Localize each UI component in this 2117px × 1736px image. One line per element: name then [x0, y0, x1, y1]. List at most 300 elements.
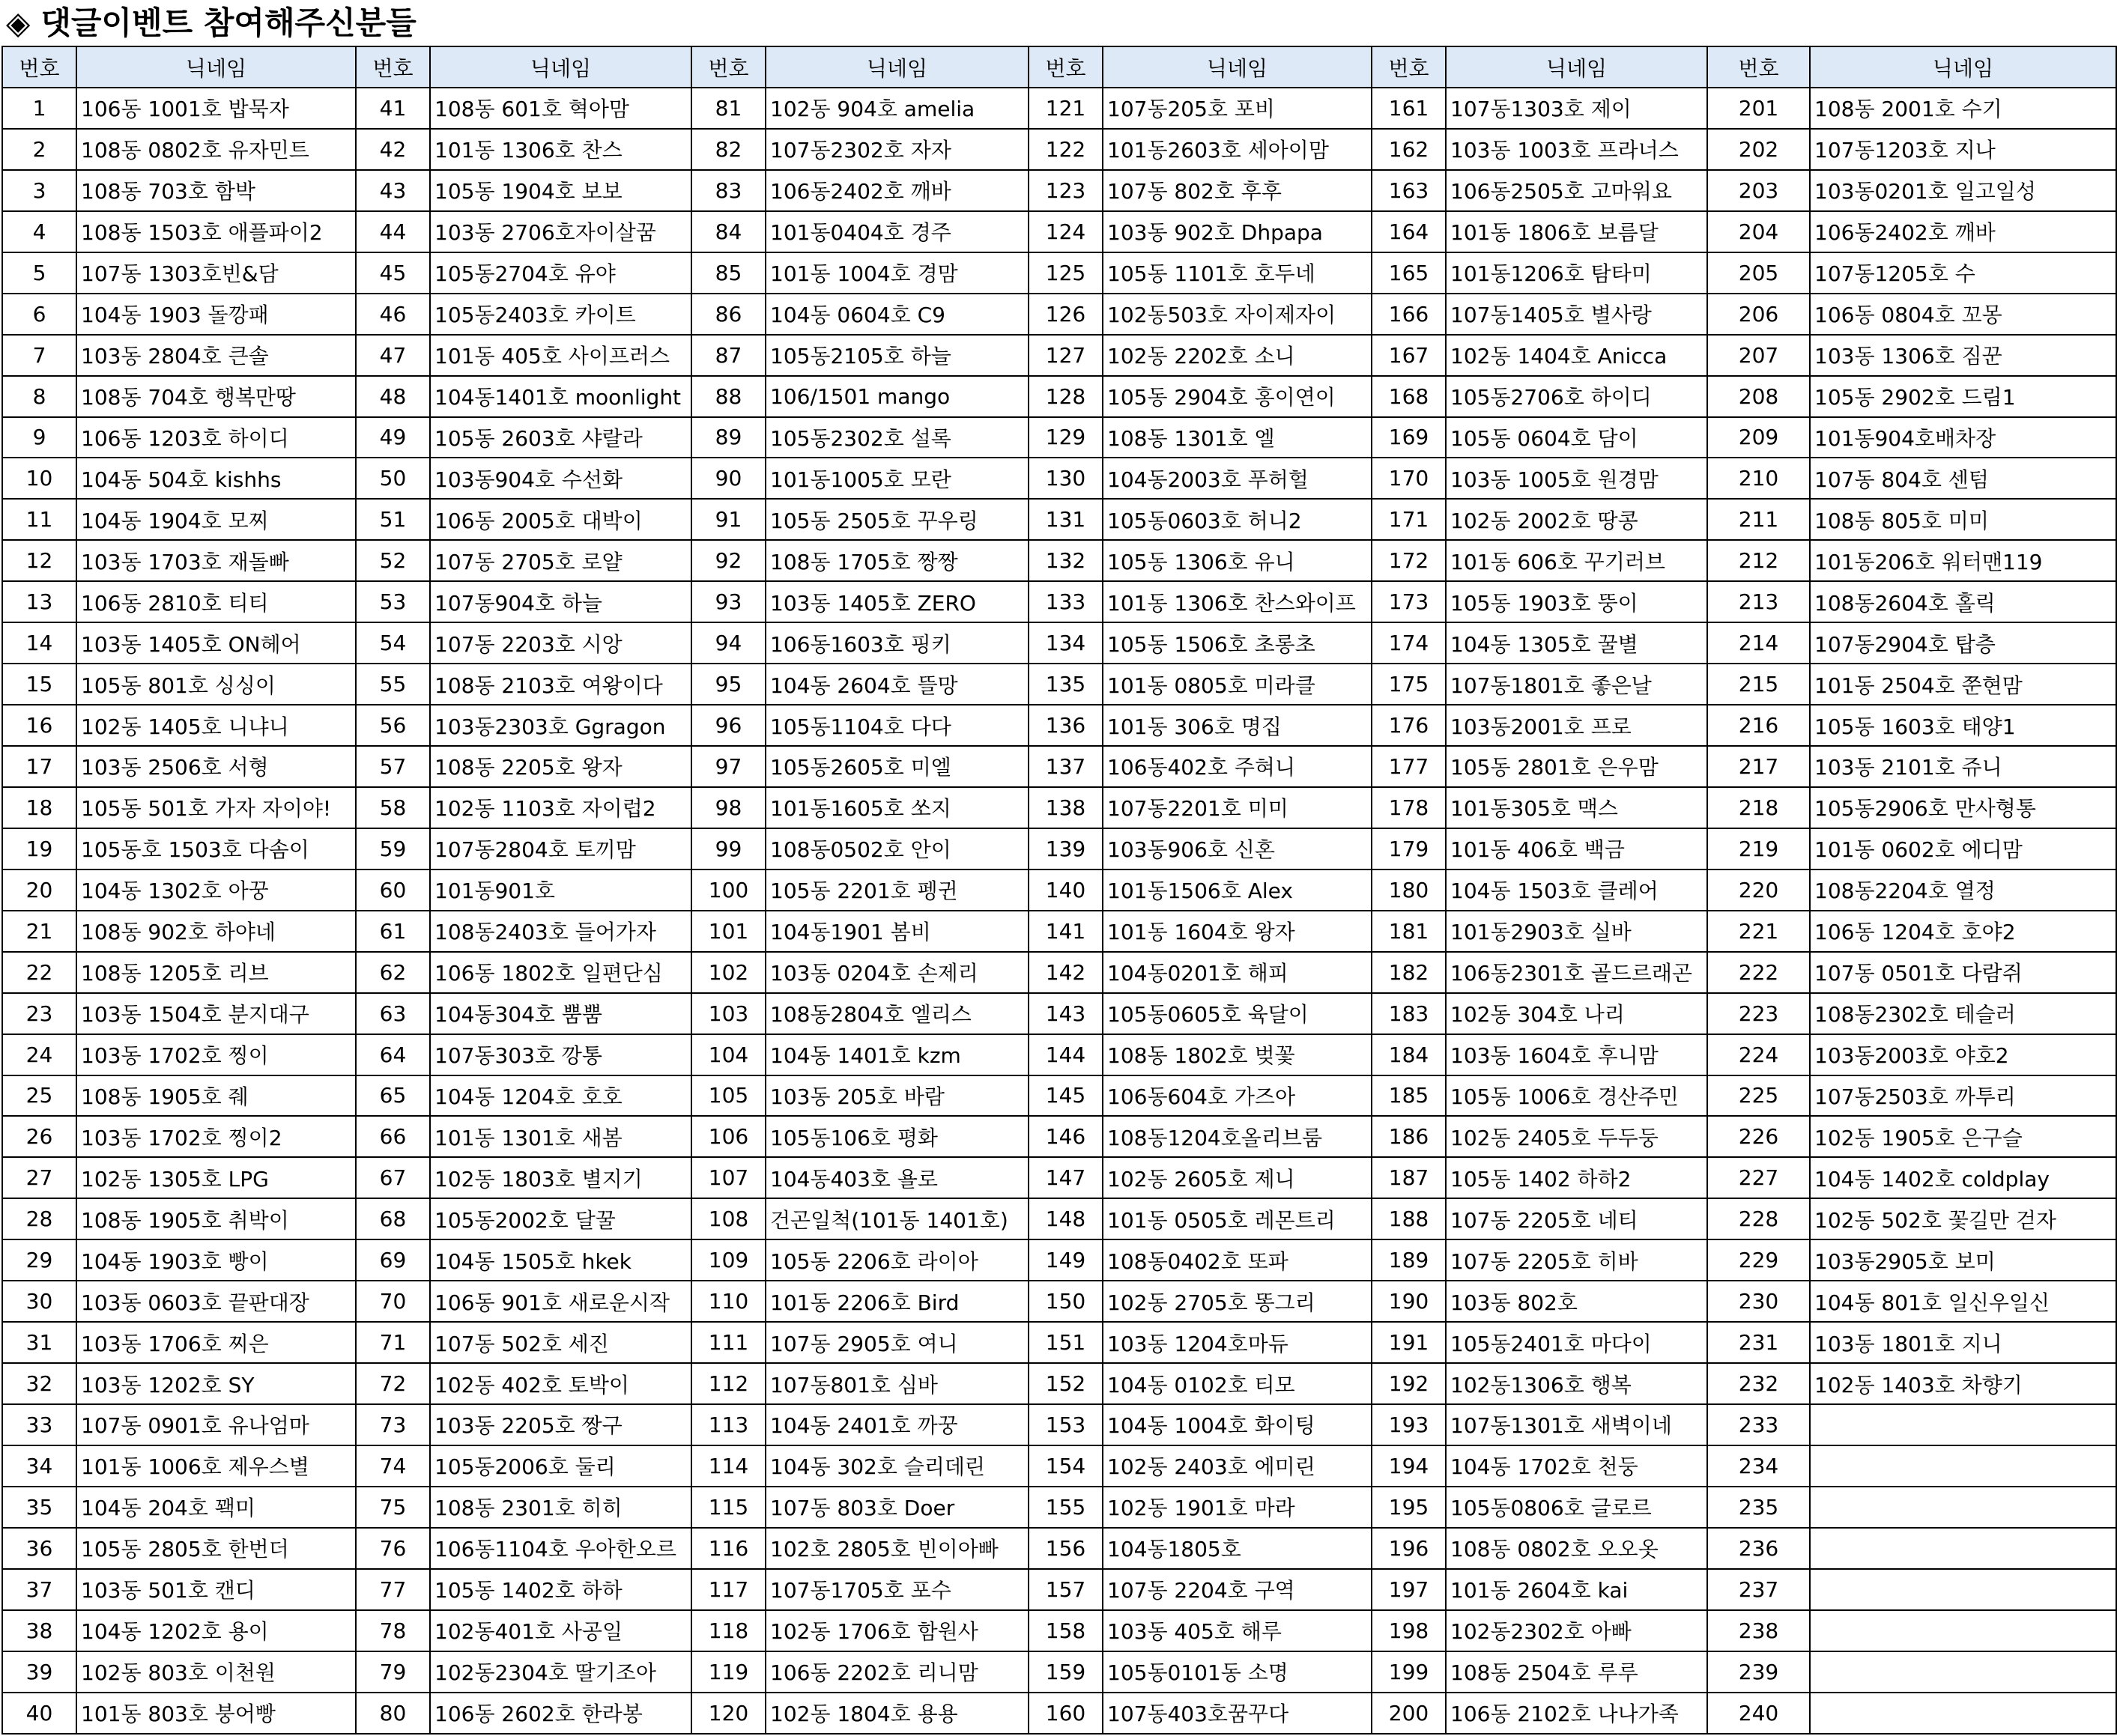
number-cell: 78	[356, 1610, 430, 1651]
number-cell: 176	[1372, 705, 1446, 746]
number-cell: 64	[356, 1034, 430, 1075]
nickname-cell: 101동1005호 모란	[766, 458, 1029, 499]
table-row	[2, 1569, 2116, 1610]
nickname-cell: 104동1901 봄비	[766, 911, 1029, 952]
number-cell: 69	[356, 1239, 430, 1281]
nickname-cell: 107동1705호 포수	[766, 1569, 1029, 1610]
number-cell: 96	[691, 705, 766, 746]
number-cell: 68	[356, 1198, 430, 1239]
nickname-cell: 103동 2506호 서형	[76, 746, 356, 787]
nickname-cell: 103동 1706호 찌은	[76, 1322, 356, 1363]
nickname-cell: 105동 2902호 드림1	[1810, 376, 2116, 417]
nickname-cell: 108동1204호올리브룸	[1103, 1116, 1372, 1157]
number-cell: 123	[1029, 170, 1103, 211]
number-cell: 30	[2, 1281, 76, 1322]
table-row	[2, 581, 2116, 622]
nickname-cell: 107동2804호 토끼맘	[430, 828, 691, 869]
header-nickname: 닉네임	[76, 46, 356, 88]
nickname-cell: 103동 2706호자이살꿈	[430, 211, 691, 252]
number-cell: 26	[2, 1116, 76, 1157]
number-cell: 136	[1029, 705, 1103, 746]
number-cell: 128	[1029, 376, 1103, 417]
number-cell: 9	[2, 417, 76, 458]
number-cell: 117	[691, 1569, 766, 1610]
nickname-cell: 106동1603호 핑키	[766, 622, 1029, 664]
table-row	[2, 705, 2116, 746]
nickname-cell	[1810, 1445, 2116, 1487]
number-cell: 167	[1372, 335, 1446, 376]
number-cell: 227	[1707, 1157, 1810, 1198]
nickname-cell: 106/1501 mango	[766, 376, 1029, 417]
number-cell: 137	[1029, 746, 1103, 787]
table-row	[2, 170, 2116, 211]
nickname-cell: 103동 1202호 SY	[76, 1363, 356, 1404]
number-cell: 44	[356, 211, 430, 252]
nickname-cell: 101동 1604호 왕자	[1103, 911, 1372, 952]
number-cell: 157	[1029, 1569, 1103, 1610]
number-cell: 197	[1372, 1569, 1446, 1610]
nickname-cell: 102호 2805호 빈이아빠	[766, 1528, 1029, 1569]
number-cell: 149	[1029, 1239, 1103, 1281]
number-cell: 224	[1707, 1034, 1810, 1075]
nickname-cell: 107동 2203호 시앙	[430, 622, 691, 664]
number-cell: 45	[356, 252, 430, 294]
nickname-cell: 103동2001호 프로	[1446, 705, 1707, 746]
nickname-cell: 108동0502호 안이	[766, 828, 1029, 869]
table-row	[2, 376, 2116, 417]
number-cell: 201	[1707, 88, 1810, 129]
nickname-cell: 101동 1306호 찬스와이프	[1103, 581, 1372, 622]
nickname-cell: 108동 1905호 줴	[76, 1075, 356, 1117]
number-cell: 119	[691, 1651, 766, 1693]
nickname-cell: 105동2006호 둘리	[430, 1445, 691, 1487]
number-cell: 169	[1372, 417, 1446, 458]
number-cell: 29	[2, 1239, 76, 1281]
nickname-cell: 103동 1504호 분지대구	[76, 993, 356, 1034]
number-cell: 16	[2, 705, 76, 746]
nickname-cell: 106동604호 가즈아	[1103, 1075, 1372, 1117]
number-cell: 208	[1707, 376, 1810, 417]
nickname-cell: 104동 1503호 클레어	[1446, 869, 1707, 911]
nickname-cell: 108동 1503호 애플파이2	[76, 211, 356, 252]
number-cell: 66	[356, 1116, 430, 1157]
number-cell: 61	[356, 911, 430, 952]
nickname-cell: 103동2303호 Ggragon	[430, 705, 691, 746]
number-cell: 108	[691, 1198, 766, 1239]
nickname-cell: 104동 0102호 티모	[1103, 1363, 1372, 1404]
nickname-cell: 107동904호 하늘	[430, 581, 691, 622]
number-cell: 47	[356, 335, 430, 376]
nickname-cell: 101동 0505호 레몬트리	[1103, 1198, 1372, 1239]
nickname-cell: 107동303호 깡통	[430, 1034, 691, 1075]
nickname-cell: 108동 1905호 취박이	[76, 1198, 356, 1239]
number-cell: 12	[2, 540, 76, 581]
number-cell: 163	[1372, 170, 1446, 211]
number-cell: 151	[1029, 1322, 1103, 1363]
nickname-cell: 107동 804호 센텀	[1810, 458, 2116, 499]
nickname-cell: 104동 1702호 천둥	[1446, 1445, 1707, 1487]
nickname-cell: 103동 0204호 손제리	[766, 952, 1029, 993]
page-title	[6, 1, 417, 45]
number-cell: 5	[2, 252, 76, 294]
nickname-cell: 104동 1402호 coldplay	[1810, 1157, 2116, 1198]
header-nickname: 닉네임	[1103, 46, 1372, 88]
number-cell: 93	[691, 581, 766, 622]
nickname-cell: 107동1303호 제이	[1446, 88, 1707, 129]
nickname-cell: 105동 1306호 유니	[1103, 540, 1372, 581]
table-row	[2, 911, 2116, 952]
number-cell: 172	[1372, 540, 1446, 581]
nickname-cell: 101동 1301호 새봄	[430, 1116, 691, 1157]
number-cell: 102	[691, 952, 766, 993]
number-cell: 98	[691, 787, 766, 828]
nickname-cell: 107동 0501호 다람쥐	[1810, 952, 2116, 993]
nickname-cell: 105동2906호 만사형통	[1810, 787, 2116, 828]
nickname-cell: 104동 1903 돌깡패	[76, 294, 356, 335]
number-cell: 105	[691, 1075, 766, 1117]
number-cell: 223	[1707, 993, 1810, 1034]
nickname-cell: 108동 1205호 리브	[76, 952, 356, 993]
number-cell: 86	[691, 294, 766, 335]
number-cell: 213	[1707, 581, 1810, 622]
number-cell: 22	[2, 952, 76, 993]
number-cell: 181	[1372, 911, 1446, 952]
nickname-cell: 107동 2205호 네티	[1446, 1198, 1707, 1239]
nickname-cell: 105동 1904호 보보	[430, 170, 691, 211]
nickname-cell: 103동 2804호 큰솔	[76, 335, 356, 376]
number-cell: 57	[356, 746, 430, 787]
nickname-cell: 102동 2605호 제니	[1103, 1157, 1372, 1198]
number-cell: 205	[1707, 252, 1810, 294]
number-cell: 34	[2, 1445, 76, 1487]
nickname-cell: 104동 1204호 호호	[430, 1075, 691, 1117]
nickname-cell: 102동 2705호 똥그리	[1103, 1281, 1372, 1322]
nickname-cell: 101동1506호 Alex	[1103, 869, 1372, 911]
number-cell: 219	[1707, 828, 1810, 869]
number-cell: 91	[691, 499, 766, 540]
nickname-cell	[1810, 1528, 2116, 1569]
nickname-cell: 102동 1405호 니냐니	[76, 705, 356, 746]
nickname-cell: 105동 2801호 은우맘	[1446, 746, 1707, 787]
number-cell: 159	[1029, 1651, 1103, 1693]
number-cell: 171	[1372, 499, 1446, 540]
nickname-cell: 102동 1706호 함원사	[766, 1610, 1029, 1651]
table-row	[2, 1075, 2116, 1117]
nickname-cell: 107동2904호 탑층	[1810, 622, 2116, 664]
page-title-text: 댓글이벤트 참여해주신분들	[40, 4, 417, 41]
nickname-cell: 101동0404호 경주	[766, 211, 1029, 252]
number-cell: 142	[1029, 952, 1103, 993]
nickname-cell: 107동2302호 자자	[766, 129, 1029, 170]
number-cell: 52	[356, 540, 430, 581]
nickname-cell: 104동 302호 슬리데린	[766, 1445, 1029, 1487]
number-cell: 59	[356, 828, 430, 869]
nickname-cell	[1810, 1610, 2116, 1651]
nickname-cell: 103동 501호 캔디	[76, 1569, 356, 1610]
number-cell: 58	[356, 787, 430, 828]
table-row	[2, 294, 2116, 335]
header-nickname: 닉네임	[430, 46, 691, 88]
number-cell: 228	[1707, 1198, 1810, 1239]
number-cell: 190	[1372, 1281, 1446, 1322]
nickname-cell: 105동 2505호 꾸우링	[766, 499, 1029, 540]
nickname-cell: 101동 803호 붕어빵	[76, 1693, 356, 1734]
number-cell: 148	[1029, 1198, 1103, 1239]
nickname-cell: 101동 0805호 미라클	[1103, 664, 1372, 705]
nickname-cell: 106동 2810호 티티	[76, 581, 356, 622]
number-cell: 234	[1707, 1445, 1810, 1487]
table-row	[2, 622, 2116, 664]
number-cell: 192	[1372, 1363, 1446, 1404]
number-cell: 36	[2, 1528, 76, 1569]
nickname-cell: 108동 0802호 유자민트	[76, 129, 356, 170]
nickname-cell: 105동 1402호 하하	[430, 1569, 691, 1610]
number-cell: 130	[1029, 458, 1103, 499]
number-cell: 38	[2, 1610, 76, 1651]
nickname-cell: 101동 606호 꾸기러브	[1446, 540, 1707, 581]
nickname-cell: 105동 1402 하하2	[1446, 1157, 1707, 1198]
number-cell: 49	[356, 417, 430, 458]
nickname-cell	[1810, 1693, 2116, 1734]
nickname-cell: 106동 1802호 일편단심	[430, 952, 691, 993]
number-cell: 28	[2, 1198, 76, 1239]
nickname-cell: 102동 1103호 자이럽2	[430, 787, 691, 828]
nickname-cell: 104동1805호	[1103, 1528, 1372, 1569]
number-cell: 48	[356, 376, 430, 417]
nickname-cell: 101동305호 맥스	[1446, 787, 1707, 828]
number-cell: 75	[356, 1487, 430, 1528]
nickname-cell: 102동 1901호 마라	[1103, 1487, 1372, 1528]
diamond-icon: ◈	[6, 4, 31, 41]
number-cell: 97	[691, 746, 766, 787]
nickname-cell: 103동 1702호 찡이	[76, 1034, 356, 1075]
number-cell: 6	[2, 294, 76, 335]
nickname-cell: 104동1401호 moonlight	[430, 376, 691, 417]
nickname-cell: 105동 1603호 태양1	[1810, 705, 2116, 746]
nickname-cell: 103동 902호 Dhpapa	[1103, 211, 1372, 252]
number-cell: 90	[691, 458, 766, 499]
nickname-cell: 102동 1403호 차향기	[1810, 1363, 2116, 1404]
number-cell: 76	[356, 1528, 430, 1569]
nickname-cell: 103동2905호 보미	[1810, 1239, 2116, 1281]
nickname-cell: 103동 1306호 짐꾼	[1810, 335, 2116, 376]
number-cell: 53	[356, 581, 430, 622]
number-cell: 147	[1029, 1157, 1103, 1198]
nickname-cell: 107동403호꿈꾸다	[1103, 1693, 1372, 1734]
number-cell: 199	[1372, 1651, 1446, 1693]
number-cell: 166	[1372, 294, 1446, 335]
nickname-cell: 101동 0602호 에디맘	[1810, 828, 2116, 869]
nickname-cell: 106동2505호 고마워요	[1446, 170, 1707, 211]
nickname-cell: 101동 1806호 보름달	[1446, 211, 1707, 252]
number-cell: 116	[691, 1528, 766, 1569]
nickname-cell: 106동 2602호 한라봉	[430, 1693, 691, 1734]
number-cell: 233	[1707, 1404, 1810, 1445]
number-cell: 209	[1707, 417, 1810, 458]
nickname-cell: 101동 406호 백금	[1446, 828, 1707, 869]
nickname-cell: 108동 2205호 왕자	[430, 746, 691, 787]
number-cell: 118	[691, 1610, 766, 1651]
nickname-cell: 102동401호 사공일	[430, 1610, 691, 1651]
number-cell: 50	[356, 458, 430, 499]
nickname-cell: 107동 802호 후후	[1103, 170, 1372, 211]
number-cell: 115	[691, 1487, 766, 1528]
number-cell: 217	[1707, 746, 1810, 787]
nickname-cell: 101동 2504호 쭌현맘	[1810, 664, 2116, 705]
nickname-cell: 102동 2403호 에미린	[1103, 1445, 1372, 1487]
table-row	[2, 664, 2116, 705]
nickname-cell: 108동 2001호 수기	[1810, 88, 2116, 129]
nickname-cell: 107동 502호 세진	[430, 1322, 691, 1363]
number-cell: 184	[1372, 1034, 1446, 1075]
nickname-cell: 104동 504호 kishhs	[76, 458, 356, 499]
nickname-cell: 104동 1401호 kzm	[766, 1034, 1029, 1075]
number-cell: 83	[691, 170, 766, 211]
nickname-cell	[1810, 1404, 2116, 1445]
number-cell: 106	[691, 1116, 766, 1157]
table-row	[2, 1404, 2116, 1445]
nickname-cell: 108동 1301호 엘	[1103, 417, 1372, 458]
number-cell: 60	[356, 869, 430, 911]
nickname-cell: 105동2403호 카이트	[430, 294, 691, 335]
table-row	[2, 1157, 2116, 1198]
table-row	[2, 1281, 2116, 1322]
nickname-cell: 102동 1804호 용용	[766, 1693, 1029, 1734]
nickname-cell: 105동2704호 유야	[430, 252, 691, 294]
nickname-cell: 108동 703호 함박	[76, 170, 356, 211]
number-cell: 77	[356, 1569, 430, 1610]
number-cell: 132	[1029, 540, 1103, 581]
table-row	[2, 1445, 2116, 1487]
number-cell: 232	[1707, 1363, 1810, 1404]
number-cell: 101	[691, 911, 766, 952]
nickname-cell: 108동 902호 하야네	[76, 911, 356, 952]
nickname-cell: 105동 1903호 뚱이	[1446, 581, 1707, 622]
nickname-cell: 102동 1803호 별지기	[430, 1157, 691, 1198]
number-cell: 72	[356, 1363, 430, 1404]
number-cell: 122	[1029, 129, 1103, 170]
number-cell: 237	[1707, 1569, 1810, 1610]
header-nickname: 닉네임	[766, 46, 1029, 88]
number-cell: 196	[1372, 1528, 1446, 1569]
number-cell: 229	[1707, 1239, 1810, 1281]
number-cell: 104	[691, 1034, 766, 1075]
number-cell: 99	[691, 828, 766, 869]
number-cell: 235	[1707, 1487, 1810, 1528]
nickname-cell: 102동 502호 꽃길만 걷자	[1810, 1198, 2116, 1239]
table-row	[2, 335, 2116, 376]
number-cell: 188	[1372, 1198, 1446, 1239]
nickname-cell: 105동 501호 가자 자이야!	[76, 787, 356, 828]
number-cell: 8	[2, 376, 76, 417]
nickname-cell: 104동 2604호 뜰망	[766, 664, 1029, 705]
number-cell: 160	[1029, 1693, 1103, 1734]
number-cell: 225	[1707, 1075, 1810, 1117]
nickname-cell: 105동2002호 달꿀	[430, 1198, 691, 1239]
nickname-cell: 107동1301호 새벽이네	[1446, 1404, 1707, 1445]
number-cell: 139	[1029, 828, 1103, 869]
number-cell: 89	[691, 417, 766, 458]
number-cell: 4	[2, 211, 76, 252]
number-cell: 239	[1707, 1651, 1810, 1693]
table-row	[2, 993, 2116, 1034]
nickname-cell: 102동2302호 아빠	[1446, 1610, 1707, 1651]
nickname-cell: 106동 2102호 나나가족	[1446, 1693, 1707, 1734]
nickname-cell: 105동 2201호 펭귄	[766, 869, 1029, 911]
number-cell: 141	[1029, 911, 1103, 952]
nickname-cell: 104동 1904호 모찌	[76, 499, 356, 540]
number-cell: 103	[691, 993, 766, 1034]
nickname-cell: 105동 2805호 한번더	[76, 1528, 356, 1569]
nickname-cell: 106동 0804호 꼬몽	[1810, 294, 2116, 335]
nickname-cell: 107동 2905호 여니	[766, 1322, 1029, 1363]
nickname-cell: 101동901호	[430, 869, 691, 911]
nickname-cell: 102동 1305호 LPG	[76, 1157, 356, 1198]
nickname-cell: 108동 2103호 여왕이다	[430, 664, 691, 705]
header-number: 번호	[691, 46, 766, 88]
nickname-cell: 107동 2205호 히바	[1446, 1239, 1707, 1281]
nickname-cell: 103동906호 신혼	[1103, 828, 1372, 869]
number-cell: 230	[1707, 1281, 1810, 1322]
table-row	[2, 211, 2116, 252]
number-cell: 154	[1029, 1445, 1103, 1487]
number-cell: 33	[2, 1404, 76, 1445]
number-cell: 25	[2, 1075, 76, 1117]
nickname-cell: 108동 2301호 히히	[430, 1487, 691, 1528]
number-cell: 210	[1707, 458, 1810, 499]
number-cell: 165	[1372, 252, 1446, 294]
number-cell: 43	[356, 170, 430, 211]
nickname-cell: 105동 2904호 홍이연이	[1103, 376, 1372, 417]
nickname-cell: 107동 2204호 구역	[1103, 1569, 1372, 1610]
nickname-cell: 105동 2603호 샤랄라	[430, 417, 691, 458]
number-cell: 200	[1372, 1693, 1446, 1734]
nickname-cell: 101동 2206호 Bird	[766, 1281, 1029, 1322]
table-row	[2, 1528, 2116, 1569]
nickname-cell: 108동2204호 열정	[1810, 869, 2116, 911]
nickname-cell: 건곤일척(101동 1401호)	[766, 1198, 1029, 1239]
nickname-cell: 106동 1204호 호야2	[1810, 911, 2116, 952]
participant-table	[1, 46, 2117, 1735]
number-cell: 107	[691, 1157, 766, 1198]
number-cell: 70	[356, 1281, 430, 1322]
nickname-cell: 107동 2705호 로얄	[430, 540, 691, 581]
number-cell: 80	[356, 1693, 430, 1734]
nickname-cell: 103동 1405호 ON헤어	[76, 622, 356, 664]
number-cell: 51	[356, 499, 430, 540]
header-row	[2, 46, 2116, 88]
nickname-cell: 104동 1004호 화이팅	[1103, 1404, 1372, 1445]
nickname-cell: 103동 2101호 쥬니	[1810, 746, 2116, 787]
table-row	[2, 869, 2116, 911]
number-cell: 220	[1707, 869, 1810, 911]
number-cell: 183	[1372, 993, 1446, 1034]
nickname-cell: 101동1206호 탐타미	[1446, 252, 1707, 294]
nickname-cell: 108동 1802호 벚꽃	[1103, 1034, 1372, 1075]
nickname-cell: 106동2301호 골드르래곤	[1446, 952, 1707, 993]
nickname-cell: 101동 405호 사이프러스	[430, 335, 691, 376]
table-row	[2, 746, 2116, 787]
nickname-cell: 107동 0901호 유나엄마	[76, 1404, 356, 1445]
table-row	[2, 499, 2116, 540]
nickname-cell: 107동801호 심바	[766, 1363, 1029, 1404]
number-cell: 140	[1029, 869, 1103, 911]
number-cell: 27	[2, 1157, 76, 1198]
number-cell: 175	[1372, 664, 1446, 705]
nickname-cell: 105동 1101호 호두네	[1103, 252, 1372, 294]
nickname-cell: 108동2403호 들어가자	[430, 911, 691, 952]
nickname-cell: 105동0605호 육달이	[1103, 993, 1372, 1034]
